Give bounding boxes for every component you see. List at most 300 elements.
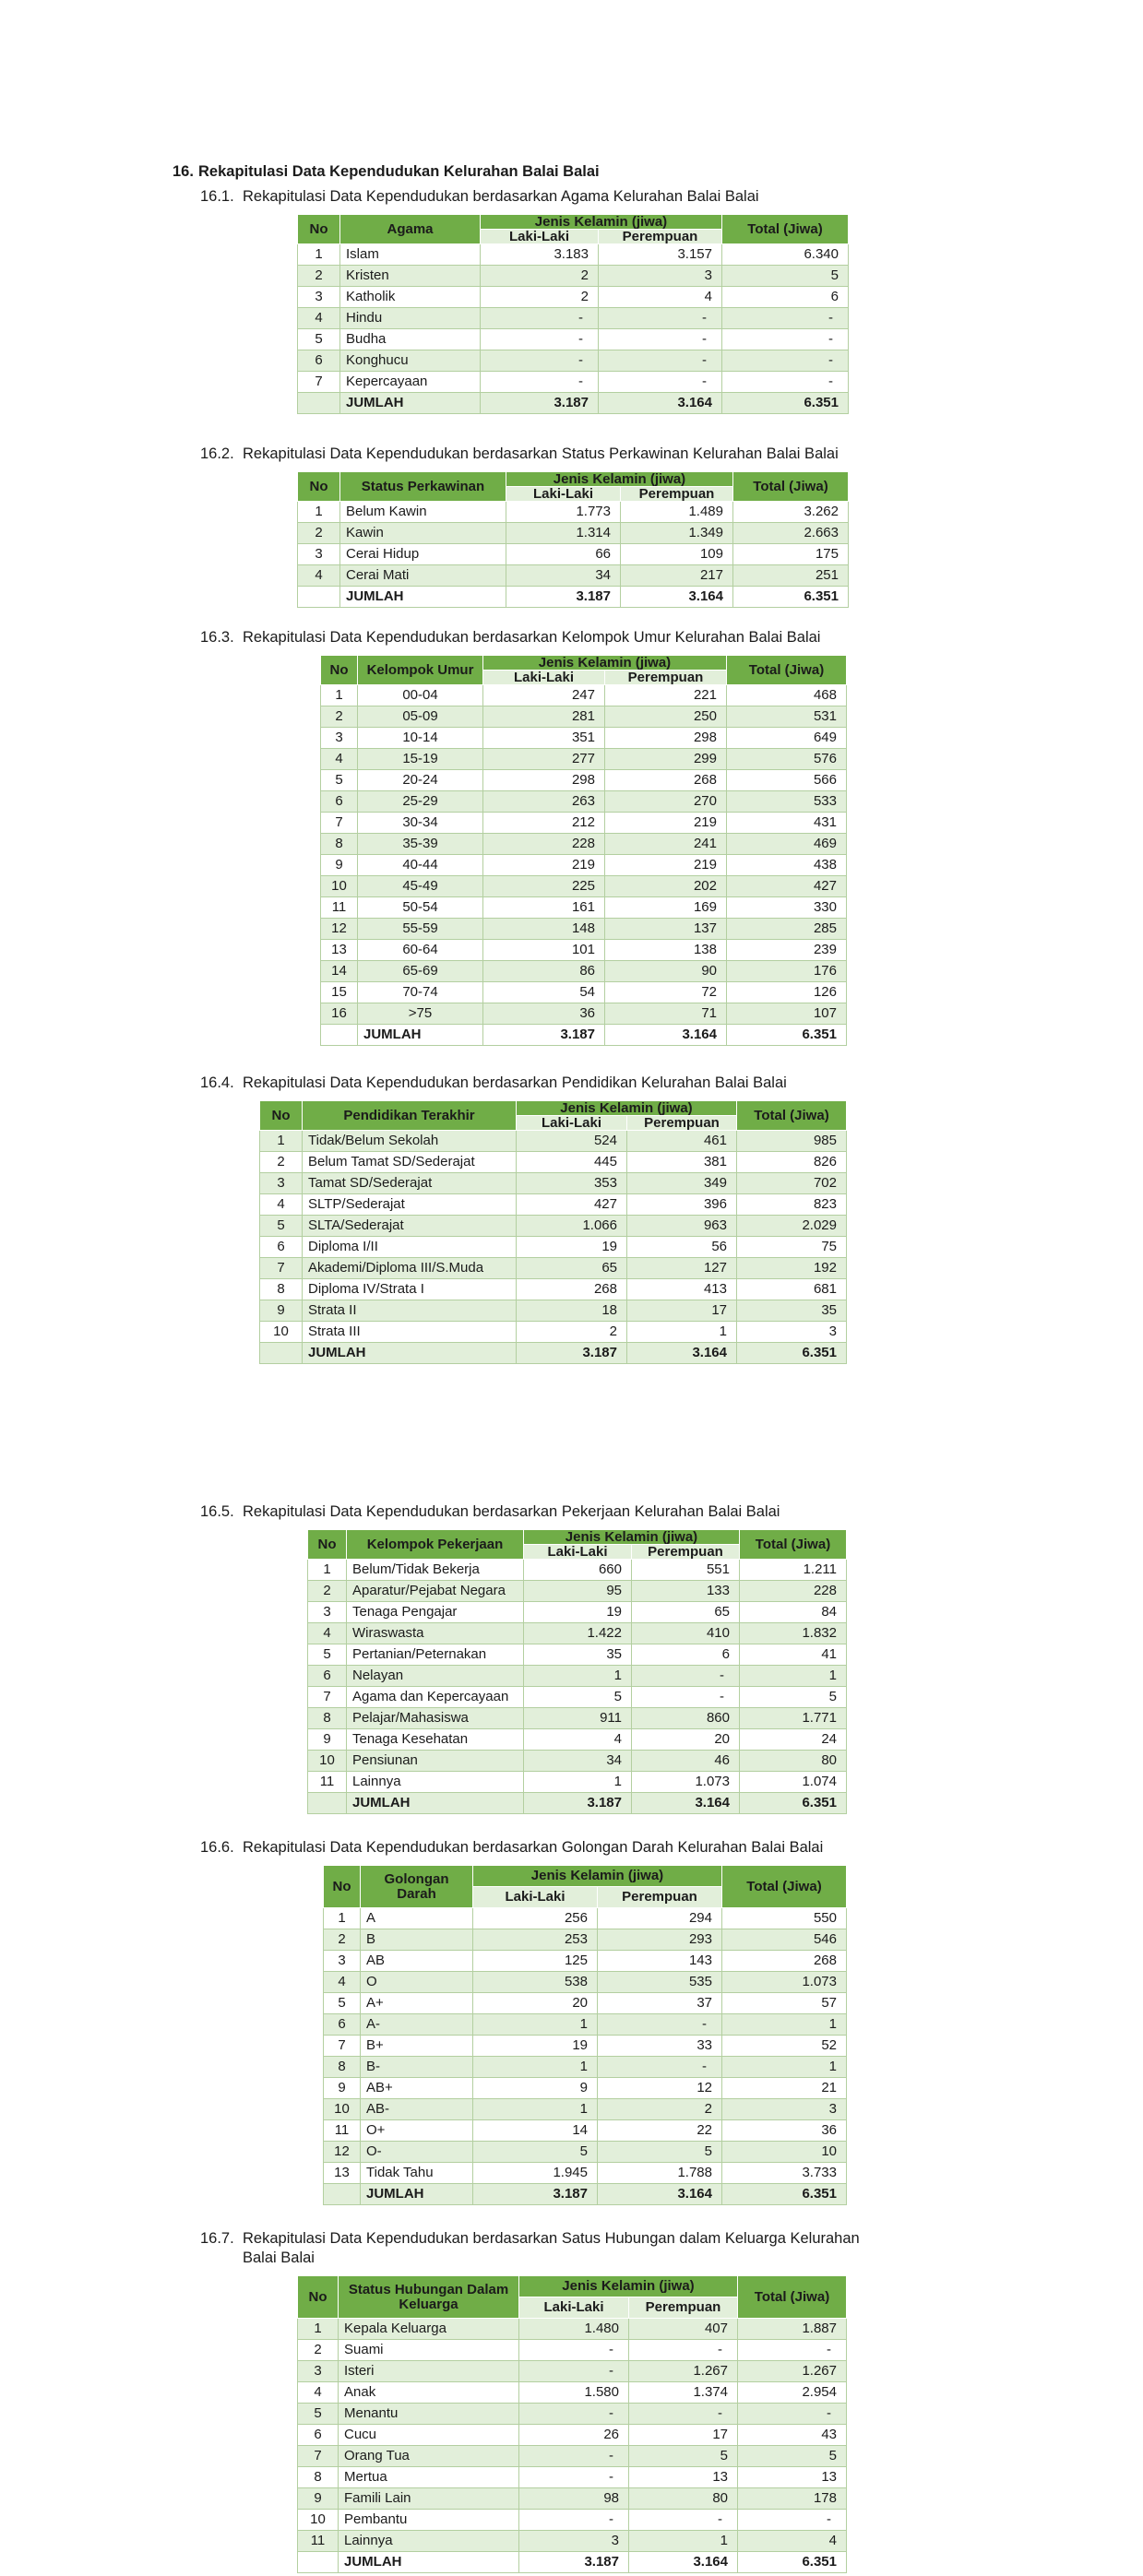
category-cell: A+	[361, 1993, 473, 2014]
category-cell: Orang Tua	[339, 2446, 519, 2467]
row-number-cell: 2	[324, 1929, 361, 1951]
table-row	[298, 565, 849, 587]
col-header-laki-laki: Laki-Laki	[473, 1887, 598, 1908]
male-count-cell: 98	[519, 2488, 629, 2510]
total-count-cell: 80	[740, 1751, 847, 1772]
total-count-cell: -	[722, 329, 849, 350]
total-count-cell: 1	[722, 2057, 847, 2078]
category-cell: Mertua	[339, 2467, 519, 2488]
category-cell: 15-19	[358, 749, 483, 770]
female-count-cell: 56	[627, 1237, 737, 1258]
jumlah-row	[260, 1343, 847, 1364]
jumlah-total-cell: 6.351	[727, 1025, 847, 1046]
male-count-cell: -	[481, 329, 599, 350]
female-count-cell: 270	[605, 791, 727, 813]
document-page	[0, 162, 1143, 2573]
table-row	[324, 1929, 847, 1951]
table-row	[298, 2340, 847, 2361]
row-number-cell: 7	[298, 2446, 339, 2467]
category-cell: B-	[361, 2057, 473, 2078]
table-row	[298, 2446, 847, 2467]
jumlah-female-cell: 3.164	[621, 587, 733, 608]
jumlah-female-cell: 3.164	[632, 1793, 740, 1814]
category-cell: Tenaga Pengajar	[347, 1602, 524, 1623]
table-row	[260, 1216, 847, 1237]
category-cell: Akademi/Diploma III/S.Muda	[303, 1258, 517, 1279]
category-cell: 45-49	[358, 876, 483, 897]
category-cell: 70-74	[358, 982, 483, 1003]
col-header-jenis-kelamin: Jenis Kelamin (jiwa)	[506, 472, 733, 487]
jumlah-label-cell: JUMLAH	[340, 393, 481, 414]
male-count-cell: 298	[483, 770, 605, 791]
male-count-cell: 1	[524, 1772, 632, 1793]
category-cell: Isteri	[339, 2361, 519, 2382]
female-count-cell: 33	[598, 2036, 722, 2057]
row-number-cell: 2	[260, 1152, 303, 1173]
female-count-cell: 17	[627, 1300, 737, 1322]
table-row	[298, 2382, 847, 2404]
total-count-cell: 239	[727, 940, 847, 961]
table-row	[298, 2467, 847, 2488]
male-count-cell: 66	[506, 544, 621, 565]
section-caption-text: Rekapitulasi Data Kependudukan berdasarkan Golongan Darah Kelurahan Balai Balai	[243, 1839, 824, 1856]
col-header-total: Total (Jiwa)	[733, 472, 849, 502]
col-header-total: Total (Jiwa)	[740, 1530, 847, 1560]
total-count-cell: 576	[727, 749, 847, 770]
jumlah-total-cell: 6.351	[737, 1343, 847, 1364]
total-count-cell: 84	[740, 1602, 847, 1623]
row-number-cell: 2	[321, 706, 358, 728]
female-count-cell: 72	[605, 982, 727, 1003]
header-row-1	[321, 656, 847, 671]
row-number-cell: 6	[324, 2014, 361, 2036]
male-count-cell: 247	[483, 685, 605, 706]
row-number-cell: 5	[324, 1993, 361, 2014]
row-number-cell: 4	[298, 565, 340, 587]
table-row	[308, 1687, 847, 1708]
col-header-total: Total (Jiwa)	[727, 656, 847, 685]
table-row	[308, 1623, 847, 1644]
category-cell: Agama dan Kepercayaan	[347, 1687, 524, 1708]
total-count-cell: 268	[722, 1951, 847, 1972]
col-header-perempuan: Perempuan	[627, 1116, 737, 1131]
category-cell: Islam	[340, 244, 481, 266]
col-header-no: No	[260, 1101, 303, 1131]
female-count-cell: 5	[629, 2446, 738, 2467]
male-count-cell: 101	[483, 940, 605, 961]
total-count-cell: 176	[727, 961, 847, 982]
female-count-cell: 109	[621, 544, 733, 565]
category-cell: Cerai Hidup	[340, 544, 506, 565]
male-count-cell: 1.480	[519, 2319, 629, 2340]
row-number-cell: 11	[298, 2531, 339, 2552]
total-count-cell: 3.733	[722, 2163, 847, 2184]
table-row	[298, 244, 849, 266]
data-table-6	[323, 1865, 847, 2205]
section-caption	[200, 1074, 1143, 1093]
total-count-cell: 6.340	[722, 244, 849, 266]
category-cell: Famili Lain	[339, 2488, 519, 2510]
col-header-jenis-kelamin: Jenis Kelamin (jiwa)	[517, 1101, 737, 1116]
male-count-cell: 5	[524, 1687, 632, 1708]
row-number-cell: 3	[308, 1602, 347, 1623]
male-count-cell: 219	[483, 855, 605, 876]
row-number-cell: 1	[260, 1131, 303, 1152]
header-row-1	[298, 215, 849, 230]
row-number-cell: 13	[324, 2163, 361, 2184]
female-count-cell: 202	[605, 876, 727, 897]
section-16-2-	[0, 445, 1143, 608]
row-number-cell: 9	[321, 855, 358, 876]
total-count-cell: 533	[727, 791, 847, 813]
male-count-cell: 263	[483, 791, 605, 813]
header-row-1	[298, 472, 849, 487]
male-count-cell: 353	[517, 1173, 627, 1194]
male-count-cell: -	[481, 308, 599, 329]
row-number-cell: 13	[321, 940, 358, 961]
section-caption-text: Rekapitulasi Data Kependudukan berdasarkan Satus Hubungan dalam Keluarga Kelurahan Balai Balai	[243, 2230, 860, 2266]
table-row	[260, 1152, 847, 1173]
jumlah-male-cell: 3.187	[524, 1793, 632, 1814]
total-count-cell: 36	[722, 2120, 847, 2142]
total-count-cell: -	[738, 2510, 847, 2531]
jumlah-empty-cell	[298, 587, 340, 608]
table-header	[298, 2276, 847, 2319]
row-number-cell: 6	[298, 350, 340, 372]
female-count-cell: 268	[605, 770, 727, 791]
row-number-cell: 10	[324, 2099, 361, 2120]
female-count-cell: 80	[629, 2488, 738, 2510]
female-count-cell: 1.489	[621, 502, 733, 523]
row-number-cell: 5	[298, 329, 340, 350]
table-row	[324, 1993, 847, 2014]
jumlah-male-cell: 3.187	[473, 2184, 598, 2205]
female-count-cell: -	[632, 1687, 740, 1708]
total-count-cell: 21	[722, 2078, 847, 2099]
total-count-cell: 3	[737, 1322, 847, 1343]
row-number-cell: 11	[321, 897, 358, 919]
section-caption	[200, 2229, 1143, 2268]
table-body	[321, 685, 847, 1046]
category-cell: 50-54	[358, 897, 483, 919]
row-number-cell: 2	[298, 523, 340, 544]
table-row	[324, 1908, 847, 1929]
total-count-cell: 2.029	[737, 1216, 847, 1237]
category-cell: Pelajar/Mahasiswa	[347, 1708, 524, 1729]
row-number-cell: 10	[321, 876, 358, 897]
male-count-cell: 65	[517, 1258, 627, 1279]
table-row	[260, 1131, 847, 1152]
female-count-cell: -	[599, 308, 722, 329]
female-count-cell: 241	[605, 834, 727, 855]
male-count-cell: -	[481, 350, 599, 372]
table-row	[308, 1581, 847, 1602]
col-header-laki-laki: Laki-Laki	[517, 1116, 627, 1131]
jumlah-label-cell: JUMLAH	[303, 1343, 517, 1364]
table-row	[321, 813, 847, 834]
row-number-cell: 12	[321, 919, 358, 940]
table-row	[321, 876, 847, 897]
table-body	[324, 1908, 847, 2205]
row-number-cell: 1	[324, 1908, 361, 1929]
section-caption-text: Rekapitulasi Data Kependudukan berdasarkan Status Perkawinan Kelurahan Balai Balai	[243, 445, 839, 462]
row-number-cell: 2	[298, 2340, 339, 2361]
row-number-cell: 7	[321, 813, 358, 834]
jumlah-female-cell: 3.164	[627, 1343, 737, 1364]
row-number-cell: 10	[298, 2510, 339, 2531]
male-count-cell: 1.422	[524, 1623, 632, 1644]
female-count-cell: 12	[598, 2078, 722, 2099]
col-header-total: Total (Jiwa)	[722, 1866, 847, 1908]
section-caption	[200, 187, 1143, 207]
jumlah-empty-cell	[298, 2552, 339, 2573]
category-cell: 10-14	[358, 728, 483, 749]
female-count-cell: 133	[632, 1581, 740, 1602]
row-number-cell: 4	[298, 308, 340, 329]
male-count-cell: 277	[483, 749, 605, 770]
col-header-category: Agama	[340, 215, 481, 244]
category-cell: Strata II	[303, 1300, 517, 1322]
total-count-cell: 107	[727, 1003, 847, 1025]
col-header-perempuan: Perempuan	[599, 230, 722, 244]
jumlah-female-cell: 3.164	[598, 2184, 722, 2205]
jumlah-label-cell: JUMLAH	[340, 587, 506, 608]
category-cell: Suami	[339, 2340, 519, 2361]
category-cell: Belum Tamat SD/Sederajat	[303, 1152, 517, 1173]
section-16-7-	[0, 2229, 1143, 2573]
total-count-cell: 468	[727, 685, 847, 706]
table-row	[321, 728, 847, 749]
total-count-cell: 192	[737, 1258, 847, 1279]
row-number-cell: 14	[321, 961, 358, 982]
total-count-cell: 4	[738, 2531, 847, 2552]
female-count-cell: -	[599, 350, 722, 372]
row-number-cell: 6	[298, 2425, 339, 2446]
row-number-cell: 10	[260, 1322, 303, 1343]
table-row	[324, 2142, 847, 2163]
table-row	[324, 2163, 847, 2184]
row-number-cell: 1	[298, 244, 340, 266]
col-header-total: Total (Jiwa)	[737, 1101, 847, 1131]
total-count-cell: 3	[722, 2099, 847, 2120]
table-row	[308, 1729, 847, 1751]
category-cell: 55-59	[358, 919, 483, 940]
total-count-cell: 228	[740, 1581, 847, 1602]
total-count-cell: -	[722, 350, 849, 372]
section-caption-text: Rekapitulasi Data Kependudukan berdasarkan Agama Kelurahan Balai Balai	[243, 188, 759, 205]
table-body	[298, 502, 849, 608]
section-16-1-	[0, 187, 1143, 414]
data-table-3	[320, 655, 847, 1046]
table-body	[298, 244, 849, 414]
row-number-cell: 7	[324, 2036, 361, 2057]
col-header-jenis-kelamin: Jenis Kelamin (jiwa)	[524, 1530, 740, 1545]
total-count-cell: 52	[722, 2036, 847, 2057]
male-count-cell: -	[519, 2446, 629, 2467]
female-count-cell: 65	[632, 1602, 740, 1623]
jumlah-label-cell: JUMLAH	[361, 2184, 473, 2205]
male-count-cell: 524	[517, 1131, 627, 1152]
total-count-cell: 702	[737, 1173, 847, 1194]
row-number-cell: 3	[298, 2361, 339, 2382]
jumlah-male-cell: 3.187	[517, 1343, 627, 1364]
male-count-cell: 125	[473, 1951, 598, 1972]
jumlah-empty-cell	[298, 393, 340, 414]
male-count-cell: 1	[524, 1666, 632, 1687]
row-number-cell: 6	[321, 791, 358, 813]
col-header-category: Golongan Darah	[361, 1866, 473, 1908]
col-header-no: No	[298, 2276, 339, 2319]
row-number-cell: 9	[324, 2078, 361, 2099]
col-header-jenis-kelamin: Jenis Kelamin (jiwa)	[483, 656, 727, 671]
male-count-cell: 18	[517, 1300, 627, 1322]
table-header	[298, 215, 849, 244]
total-count-cell: 438	[727, 855, 847, 876]
category-cell: Pembantu	[339, 2510, 519, 2531]
table-row	[324, 1951, 847, 1972]
male-count-cell: 1.580	[519, 2382, 629, 2404]
total-count-cell: 1.771	[740, 1708, 847, 1729]
total-count-cell: 1.267	[738, 2361, 847, 2382]
row-number-cell: 9	[298, 2488, 339, 2510]
total-count-cell: 823	[737, 1194, 847, 1216]
table-row	[308, 1560, 847, 1581]
table-header	[308, 1530, 847, 1560]
table-row	[324, 2078, 847, 2099]
female-count-cell: 137	[605, 919, 727, 940]
category-cell: 40-44	[358, 855, 483, 876]
table-row	[260, 1237, 847, 1258]
female-count-cell: 71	[605, 1003, 727, 1025]
table-body	[308, 1560, 847, 1814]
male-count-cell: 253	[473, 1929, 598, 1951]
category-cell: B	[361, 1929, 473, 1951]
col-header-category: Pendidikan Terakhir	[303, 1101, 517, 1131]
female-count-cell: 22	[598, 2120, 722, 2142]
jumlah-male-cell: 3.187	[481, 393, 599, 414]
female-count-cell: 860	[632, 1708, 740, 1729]
table-row	[324, 2099, 847, 2120]
category-cell: 60-64	[358, 940, 483, 961]
female-count-cell: -	[629, 2340, 738, 2361]
male-count-cell: 225	[483, 876, 605, 897]
header-row-1	[298, 2276, 847, 2297]
male-count-cell: 3	[519, 2531, 629, 2552]
female-count-cell: 169	[605, 897, 727, 919]
col-header-jenis-kelamin: Jenis Kelamin (jiwa)	[519, 2276, 738, 2297]
male-count-cell: 1.945	[473, 2163, 598, 2184]
section-16-6-	[0, 1838, 1143, 2205]
female-count-cell: 551	[632, 1560, 740, 1581]
jumlah-row	[321, 1025, 847, 1046]
section-caption-number: 16.4.	[200, 1074, 234, 1091]
data-table-1	[297, 214, 849, 414]
section-16-3-	[0, 628, 1143, 1046]
male-count-cell: 445	[517, 1152, 627, 1173]
table-row	[321, 961, 847, 982]
row-number-cell: 3	[260, 1173, 303, 1194]
female-count-cell: 20	[632, 1729, 740, 1751]
female-count-cell: 5	[598, 2142, 722, 2163]
female-count-cell: 1.788	[598, 2163, 722, 2184]
male-count-cell: 281	[483, 706, 605, 728]
female-count-cell: 46	[632, 1751, 740, 1772]
row-number-cell: 16	[321, 1003, 358, 1025]
category-cell: Lainnya	[339, 2531, 519, 2552]
male-count-cell: 19	[524, 1602, 632, 1623]
jumlah-label-cell: JUMLAH	[347, 1793, 524, 1814]
table-row	[321, 791, 847, 813]
jumlah-empty-cell	[308, 1793, 347, 1814]
female-count-cell: -	[629, 2404, 738, 2425]
table-row	[321, 706, 847, 728]
table-row	[298, 266, 849, 287]
category-cell: A-	[361, 2014, 473, 2036]
category-cell: Wiraswasta	[347, 1623, 524, 1644]
male-count-cell: 20	[473, 1993, 598, 2014]
section-caption	[200, 445, 1143, 464]
row-number-cell: 8	[321, 834, 358, 855]
jumlah-empty-cell	[321, 1025, 358, 1046]
row-number-cell: 5	[321, 770, 358, 791]
female-count-cell: 13	[629, 2467, 738, 2488]
category-cell: 00-04	[358, 685, 483, 706]
col-header-jenis-kelamin: Jenis Kelamin (jiwa)	[473, 1866, 722, 1887]
male-count-cell: 1.066	[517, 1216, 627, 1237]
male-count-cell: 36	[483, 1003, 605, 1025]
female-count-cell: 221	[605, 685, 727, 706]
table-row	[324, 2014, 847, 2036]
female-count-cell: 127	[627, 1258, 737, 1279]
category-cell: >75	[358, 1003, 483, 1025]
data-table-4	[259, 1100, 847, 1364]
female-count-cell: 461	[627, 1131, 737, 1152]
female-count-cell: 6	[632, 1644, 740, 1666]
table-row	[308, 1708, 847, 1729]
female-count-cell: 4	[599, 287, 722, 308]
male-count-cell: -	[519, 2467, 629, 2488]
row-number-cell: 11	[308, 1772, 347, 1793]
table-row	[324, 2120, 847, 2142]
table-row	[308, 1772, 847, 1793]
row-number-cell: 5	[260, 1216, 303, 1237]
table-row	[298, 350, 849, 372]
category-cell: Tidak/Belum Sekolah	[303, 1131, 517, 1152]
male-count-cell: 1.314	[506, 523, 621, 544]
total-count-cell: 43	[738, 2425, 847, 2446]
total-count-cell: -	[738, 2404, 847, 2425]
row-number-cell: 3	[324, 1951, 361, 1972]
table-row	[321, 897, 847, 919]
row-number-cell: 3	[298, 287, 340, 308]
female-count-cell: 294	[598, 1908, 722, 1929]
category-cell: Diploma I/II	[303, 1237, 517, 1258]
col-header-laki-laki: Laki-Laki	[483, 671, 605, 685]
category-cell: 65-69	[358, 961, 483, 982]
category-cell: Diploma IV/Strata I	[303, 1279, 517, 1300]
male-count-cell: 2	[481, 266, 599, 287]
total-count-cell: 427	[727, 876, 847, 897]
jumlah-female-cell: 3.164	[629, 2552, 738, 2573]
total-count-cell: 1.211	[740, 1560, 847, 1581]
female-count-cell: 2	[598, 2099, 722, 2120]
jumlah-row	[324, 2184, 847, 2205]
row-number-cell: 11	[324, 2120, 361, 2142]
female-count-cell: 299	[605, 749, 727, 770]
section-caption-text: Rekapitulasi Data Kependudukan berdasarkan Pekerjaan Kelurahan Balai Balai	[243, 1503, 780, 1520]
female-count-cell: 3.157	[599, 244, 722, 266]
total-count-cell: 2.663	[733, 523, 849, 544]
